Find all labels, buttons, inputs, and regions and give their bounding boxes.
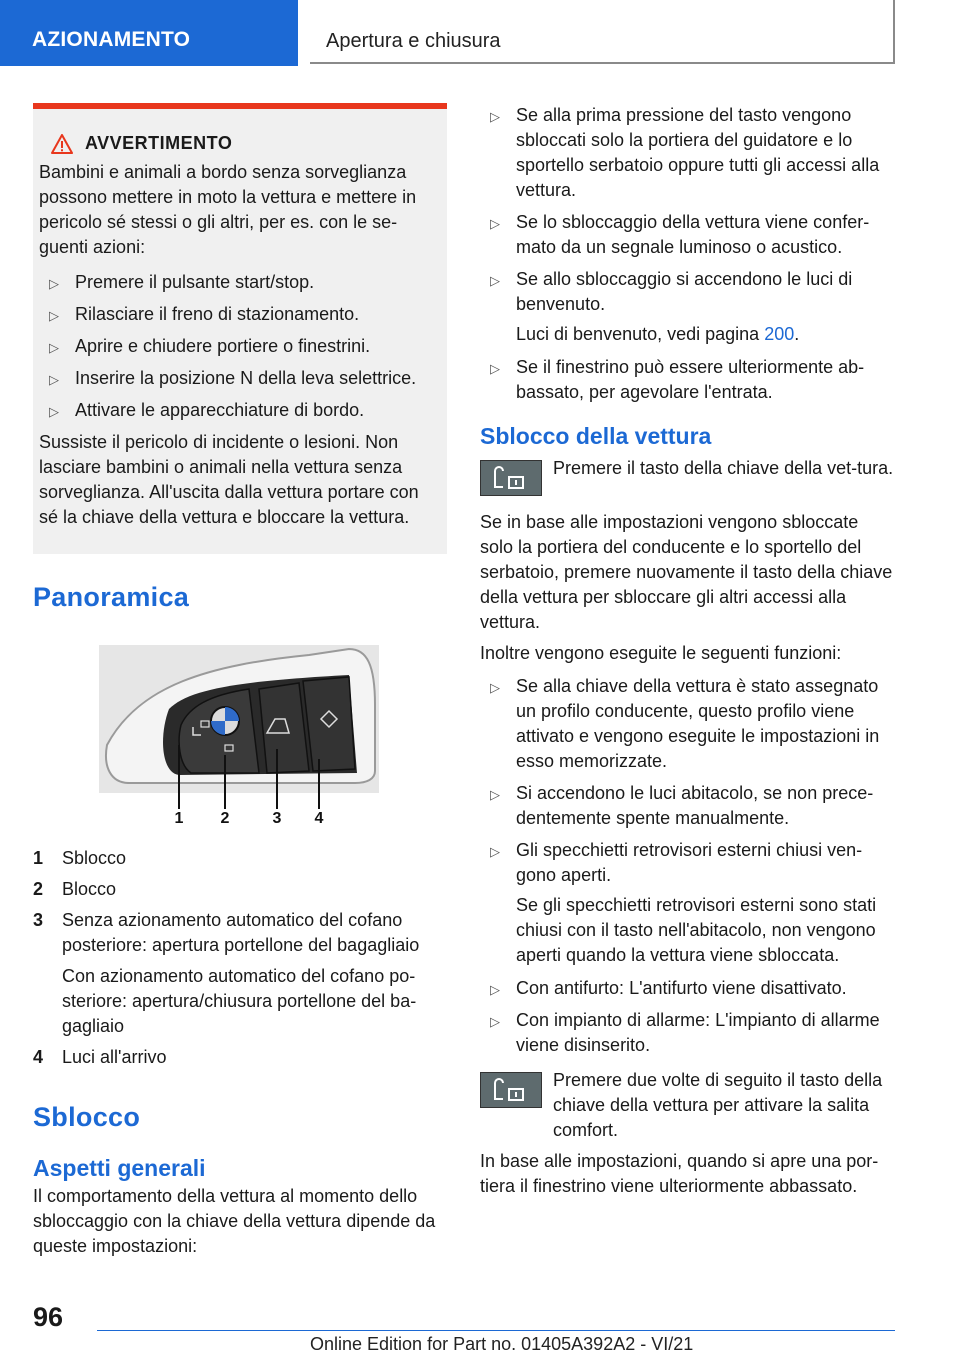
triangle-bullet-icon [490,1009,500,1034]
paragraph-3: In base alle impostazioni, quando si apre una por-tiera il finestrino viene ulteriormente abbassato. [480,1151,879,1196]
overview-heading: Panoramica [33,582,190,612]
footer-divider [97,1330,895,1331]
unlock-subheading: Aspetti generali [33,1155,206,1181]
list-item: ▷ Con antifurto: L'antifurto viene disattivato. [480,976,896,1001]
triangle-bullet-icon [49,271,59,296]
triangle-bullet-icon [49,335,59,360]
list-item: ▷ Se alla chiave della vettura è stato assegnato un profilo conducente, questo profilo viene attivato e vengono eseguite le impostazioni in esso memorizzate. [480,674,896,774]
paragraph-2: Inoltre vengono eseguite le seguenti funzioni: [480,643,842,663]
list-item: 2 Blocco [33,879,117,899]
section-tab: AZIONAMENTO [0,0,298,66]
list-item: ▷ Se lo sbloccaggio della vettura viene confer-mato da un segnale luminoso o acustico. [480,210,896,260]
triangle-bullet-icon [49,367,59,392]
triangle-bullet-icon [490,782,500,807]
right-column [480,103,896,1199]
left-column [33,103,447,1259]
triangle-bullet-icon [490,268,500,293]
triangle-bullet-icon [49,399,59,424]
list-item-note: Con azionamento automatico del cofano po-steriore: apertura/chiusura portellone del ba-gagliaio [62,966,417,1036]
triangle-bullet-icon [490,211,500,236]
warning-list [39,270,437,423]
car-key-figure [99,645,379,825]
page-number: 96 [33,1302,64,1332]
list-item: ▷ Se il finestrino può essere ulteriormente ab-bassato, per agevolare l'entrata. [480,355,896,405]
unlock-key-icon [480,1072,542,1108]
list-item: ▷ Si accendono le luci abitacolo, se non prece-dentemente spente manualmente. [480,781,896,831]
warning-box [33,103,447,554]
list-item: ▷ Gli specchietti retrovisori esterni chiusi ven-gono aperti. [480,838,896,888]
unlock-key-row [480,456,896,496]
list-item: 1 Sblocco [33,848,127,868]
settings-list [480,103,896,317]
warning-triangle-icon [51,134,73,154]
triangle-bullet-icon [49,303,59,328]
vehicle-unlock-heading: Sblocco della vettura [480,423,712,449]
list-item: ▷ Attivare le apparecchiature di bordo. [39,398,437,423]
mirror-note: Se gli specchietti retrovisori esterni sono stati chiusi con il tasto nell'abitacolo, non vengono aperti quando la vettura viene sbloccata. [516,895,877,965]
triangle-bullet-icon [490,675,500,700]
callout-1: 1 [174,810,184,825]
callout-3: 3 [272,810,282,825]
unlock-text: Il comportamento della vettura al momento dello sbloccaggio con la chiave della vettura dipende da queste impostazioni: [33,1186,436,1256]
unlock-key-icon [480,460,542,496]
overview-list [33,846,447,1070]
paragraph-1: Se in base alle impostazioni vengono sbloccate solo la portiera del conducente e lo sportello del serbatoio, premere nuovamente il tasto della chiave della vettura per sbloccare gli altri accessi alla vettura. [480,512,893,632]
list-item: 3 Senza azionamento automatico del cofano posteriore: apertura portellone del bagagliaio Con azionamento automatico del cofano po-steriore: apertura/chiusura portellone del ba-gagliaio [33,908,447,1039]
list-item: ▷ Rilasciare il freno di stazionamento. [39,302,437,327]
key-instruction-1: Premere il tasto della chiave della vet-tura. [553,458,894,478]
functions-list [480,674,896,888]
unlock-heading: Sblocco [33,1102,141,1132]
list-item: ▷ Se alla prima pressione del tasto vengono sbloccati solo la portiera del guidatore e lo sportello serbatoio oppure tutti gli accessi alla vettura. [480,103,896,203]
list-item: ▷ Se allo sbloccaggio si accendono le luci di benvenuto. [480,267,896,317]
warning-outro: Sussiste il pericolo di incidente o lesioni. Non lasciare bambini o animali nella vettura senza sorveglianza. All'uscita dalla vettura portare con sé la chiave della vettura e bloccare la vettura. [39,432,419,527]
key-instruction-2: Premere due volte di seguito il tasto della chiave della vettura per attivare la salita comfort. [553,1070,883,1140]
list-item: ▷ Aprire e chiudere portiere o finestrini. [39,334,437,359]
settings-list-2 [480,355,896,405]
triangle-bullet-icon [490,839,500,864]
callout-4: 4 [314,810,324,825]
warning-title [51,133,437,154]
triangle-bullet-icon [490,977,500,1002]
page-link[interactable]: 200 [764,324,795,344]
list-item: ▷ Con impianto di allarme: L'impianto di allarme viene disinserito. [480,1008,896,1058]
list-item: ▷ Inserire la posizione N della leva selettrice. [39,366,437,391]
warning-title-text: AVVERTIMENTO [85,133,233,153]
triangle-bullet-icon [490,104,500,129]
functions-list-2 [480,976,896,1058]
comfort-key-row [480,1068,896,1143]
page-header-title: Apertura e chiusura [310,0,895,64]
callout-2: 2 [220,810,230,825]
list-item: ▷ Premere il pulsante start/stop. [39,270,437,295]
warning-intro: Bambini e animali a bordo senza sorveglianza possono mettere in moto la vettura e mettere in pericolo sé stessi o gli altri, per es. con le se-guenti azioni: [39,162,417,257]
footer-edition: Online Edition for Part no. 01405A392A2 - VI/21 [310,1334,694,1354]
list-item: 4 Luci all'arrivo [33,1047,167,1067]
welcome-lights-note: Luci di benvenuto, vedi pagina 200. [516,324,800,344]
triangle-bullet-icon [490,356,500,381]
